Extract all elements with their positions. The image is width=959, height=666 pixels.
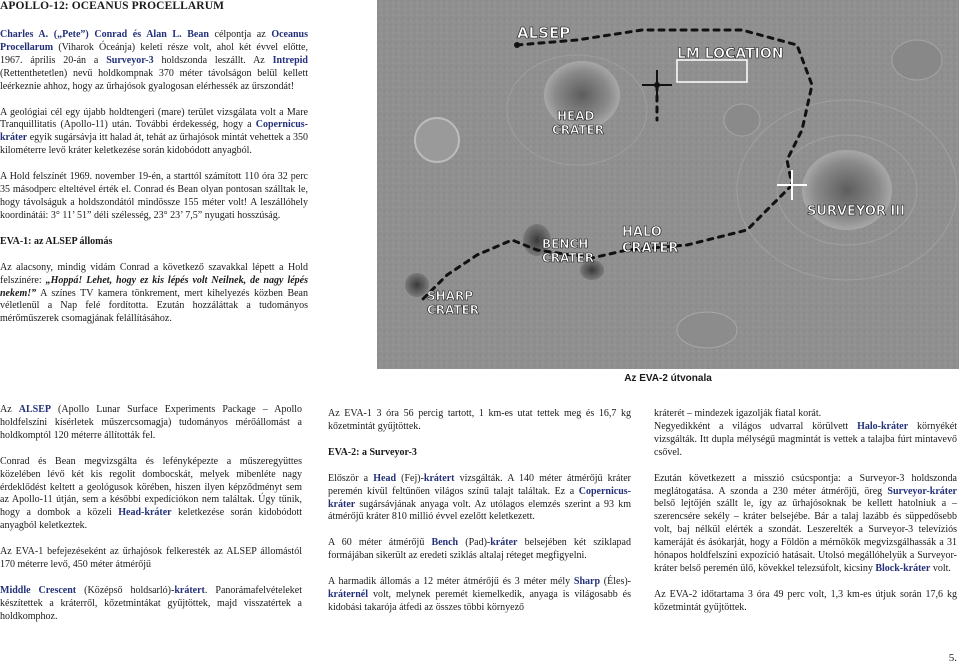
landing-paragraph: A Hold felszínét 1969. november 19-én, a starttól számított 110 óra 32 perc 35 másodperc elteltével érték el. Conrad és Bean olyan pontosan szálltak le, hogy távolságuk a holdszondától mindössze 155 méter volt! A leszállóhely koordinátái: 3° 11’ 51” déli szélesség, 23° 23’ 7,5” nyugati hosszúság. <box>0 171 308 221</box>
right-paragraph-1: kráterét – mindezek igazolják fiatal korát. Negyedikként a világos udvarral körülvett Halo-kráter környékét vizsgálták. Itt dupla mélységű magmintát is vettek a talajba fúrt mintavevő csővel. <box>654 408 957 458</box>
conrad-quote: „Hoppá! Lehet, hogy ez kis lépés volt Neilnek, de nagy lépés nekem!” <box>0 274 308 299</box>
copernicus-term: Copernicus-kráter <box>0 119 308 144</box>
eva1-heading: EVA-1: az ALSEP állomás <box>0 235 113 247</box>
eva2-paragraph-2: A 60 méter átmérőjű Bench (Pad)-kráter belsejében két sziklapad formájában sikerült az eredeti sziklás altalaj réteget megfigyelni. <box>328 537 631 562</box>
map-label-alsep: ALSEP <box>517 24 571 42</box>
map-caption: Az EVA-2 útvonala <box>624 373 712 384</box>
eva2-heading: EVA-2: a Surveyor-3 <box>328 446 417 458</box>
geology-paragraph: A geológiai cél egy újabb holdtengeri (mare) terület vizsgálata volt a Mare Tranquillitatis (Apollo-11) után. További érdekesség, hogy a Copernicus-kráter egyik sugársávja itt halad át, tehát az űrhajósok mintát vehettek a 350 kilométerre levő kráter keletkezése során kidobódott anyagból. <box>0 106 308 157</box>
map-label-surveyor: SURVEYOR III <box>807 204 905 219</box>
head-crater-term: Head-kráter <box>118 507 172 519</box>
right-paragraph-3: Az EVA-2 időtartama 3 óra 49 perc volt, 1,3 km-es útjuk során 17,6 kg kőzetmintát gyűjtöttek. <box>654 588 957 613</box>
left-column-bottom <box>0 404 302 637</box>
oceanus-term: Oceanus Procellarum <box>0 29 308 53</box>
map-label-sharp-crater: CRATER <box>427 303 480 317</box>
sharp-crater-shape <box>405 273 429 297</box>
eva1-paragraph-1: Az alacsony, mindig vidám Conrad a következő szavakkal lépett a Hold felszínére: „Hoppá! Lehet, hogy ez kis lépés volt Neilnek, de nagy lépés nekem!” A színes TV kamera tönkrement, mert kihelyezés közben Bean véletlenül a Nap felé fordította. Ezután hozzáláttak a tudományos mérőműszerek csomagjának felállításához. <box>0 261 308 325</box>
eva2-paragraph-3: A harmadik állomás a 12 méter átmérőjű és 3 méter mély Sharp (Éles)-kráternél volt, melynek peremét kiemelkedik, anyaga is világosabb és kidobási takarója átfedi az összes többi környező <box>328 576 631 613</box>
right-column <box>654 408 957 628</box>
map-label-sharp: SHARP <box>427 289 474 303</box>
alsep-term: ALSEP <box>18 404 51 415</box>
right-paragraph-2: Ezután következett a misszió csúcspontja: a Surveyor-3 holdszonda meglátogatása. A szonda a 230 méter átmérőjű, öreg Surveyor-kráter belső lejtőjén szállt le, így az űrhajósoknak be kellett hatolniuk a – szerencsére sekély – kráter belsejébe. Bár a talaj lazább és süppedősebb volt, baj nélkül elérték a szondát. Leszerelték a Surveyor-3 televíziós kameráját és ásókarját, hogy a Földön a mérnökök megvizsgálhassák a 31 hónapos holdfelszíni expozíció hatásait. Utolsó megállóhelyük a Surveyor-kráter belső peremén ülő, kövekkel telezsúfolt, kicsiny Block-kráter volt. <box>654 472 957 574</box>
page-number: 5. <box>948 652 957 664</box>
left-column-top <box>0 29 308 339</box>
intrepid-term: Intrepid <box>272 54 308 66</box>
lunar-surface-photo <box>377 0 959 369</box>
middle-crescent-term: Middle Crescent <box>0 584 77 596</box>
map-label-halo: HALO <box>622 225 662 240</box>
surveyor3-term: Surveyor-3 <box>106 54 154 66</box>
map-label-head-crater: CRATER <box>552 123 605 137</box>
eva1-paragraph-3: Conrad és Bean megvizsgálta és lefényképezte a műszeregyüttes közelében lévő két kis regolit dombocskát, melyek mibenléte nagy érdeklődést keltett a geológusok körében, hiszen ilyen képződményt sem az Apollo-11 útján, sem a későbbi expedíciókon nem találtak. Úgy tűnik, hogy a dombok a közeli Head-kráter keletkezése során kidobódott anyagból keletkeztek. <box>0 455 302 532</box>
map-label-head: HEAD <box>557 109 595 123</box>
eva2-paragraph-1: Először a Head (Fej)-krátert vizsgálták. A 140 méter átmérőjű kráter peremén kívül feltűnően világos színű talajt találtak. Ez a Copernicus-kráter sugársávjának anyaga volt. Az utólagos elemzés szerint a 93 km átmérőjű kráter 810 millió évvel ezelőtt keletkezett. <box>328 472 631 523</box>
eva1-paragraph-5: Middle Crescent (Középső holdsarló)-krátert. Panorámafelvételeket készítettek a kráterről, kőzetmintákat gyűjtöttek, majd visszatértek a holdkomphoz. <box>0 584 303 622</box>
map-label-bench-crater: CRATER <box>542 251 595 265</box>
eva2-route-map <box>377 0 959 369</box>
eva1-summary: Az EVA-1 3 óra 56 percig tartott, 1 km-es utat tettek meg és 16,7 kg kőzetmintát gyűjtöttek. <box>328 408 631 432</box>
page-title: APOLLO-12: OCEANUS PROCELLARUM <box>0 0 225 12</box>
middle-column <box>328 408 631 628</box>
intro-paragraph: Charles A. („Pete”) Conrad és Alan L. Bean célpontja az Oceanus Procellarum (Viharok Óceánja) keleti része volt, ahol két évvel előtte, 1967. április 20-án a Surveyor-3 holdszonda leszállt. Az Intrepid (Rettenthetetlen) nevű holdkompnak 370 méter távolságon belül kellett leérkeznie ahhoz, hogy az űrhajósok gyalogosan elérhessék az űrszondát! <box>0 29 308 92</box>
map-label-halo-crater: CRATER <box>622 241 679 256</box>
eva1-paragraph-4: Az EVA-1 befejezéseként az űrhajósok felkeresték az ALSEP állomástól 170 méterre levő, 450 méter átmérőjű <box>0 546 302 571</box>
astronaut-names: Charles A. („Pete”) Conrad és Alan L. Bean <box>0 29 209 40</box>
eva1-paragraph-2: Az ALSEP (Apollo Lunar Surface Experiments Package – Apollo holdfelszíni kísérletek műszercsomagja) tudományos mérőállomást a holdkomptól 120 méterre állították fel. <box>0 404 302 441</box>
map-label-bench: BENCH <box>542 237 589 251</box>
map-label-lm: LM LOCATION <box>677 46 784 62</box>
